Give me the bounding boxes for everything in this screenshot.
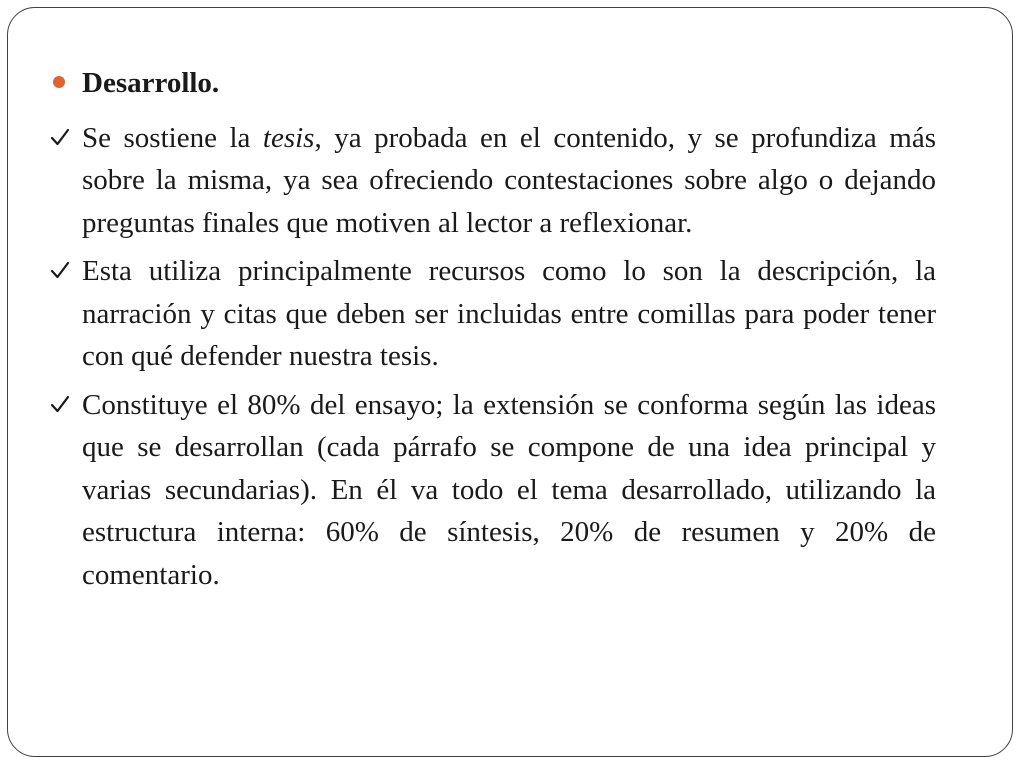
item-text-pre: Se sostiene la: [82, 121, 263, 154]
heading-item: [48, 62, 936, 105]
list-item: [48, 384, 936, 597]
item-text: Constituye el 80% del ensayo; la extensión se conforma según las ideas que se desarrollan (cada párrafo se compone de una idea principal y varias secundarias). En él va todo el tema desarrollado, utilizando la estructura interna: 60% de síntesis, 20% de resumen y 20% de comentario.: [82, 388, 936, 591]
item-text-emphasis: tesis: [262, 121, 315, 154]
list-item: [48, 250, 936, 378]
item-text: Esta utiliza principalmente recursos como lo son la descripción, la narración y citas que deben ser incluidas entre comillas para poder tener con qué defender nuestra tesis.: [82, 255, 936, 372]
section-heading: Desarrollo.: [82, 67, 220, 99]
list-item: [48, 117, 936, 245]
slide-content: [48, 62, 936, 602]
item-text-post: , ya probada en el contenido, y se profundiza más sobre la misma, ya sea ofreciendo contestaciones sobre algo o dejando preguntas finales que motiven al lector a reflexionar.: [82, 121, 937, 239]
